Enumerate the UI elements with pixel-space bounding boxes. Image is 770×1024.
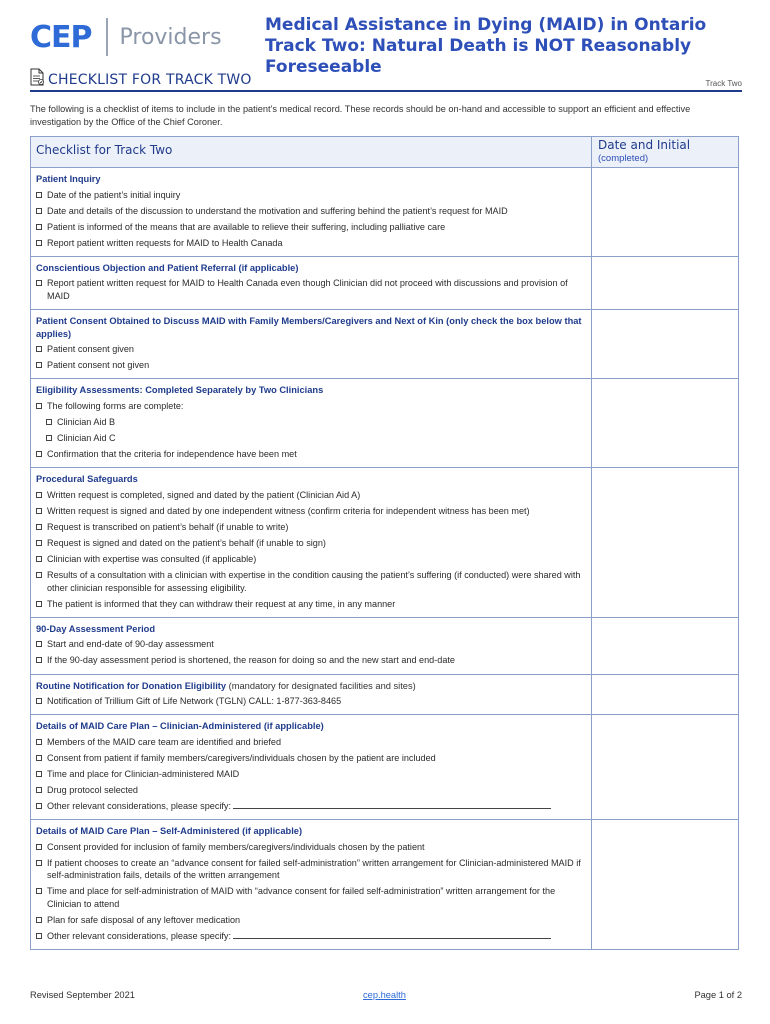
checkbox[interactable] xyxy=(36,771,42,777)
item-label: If patient chooses to create an “advance consent for failed self-administration” written arrangement for Clinician-administered MAID if self-administration fails, details of the written arrangement xyxy=(47,857,581,881)
revised-date: Revised September 2021 xyxy=(30,990,135,1000)
date-initial-cell[interactable] xyxy=(592,820,738,949)
checkbox[interactable] xyxy=(46,435,52,441)
item-label: Members of the MAID care team are identified and briefed xyxy=(47,736,282,747)
item-label: Other relevant considerations, please specify: xyxy=(47,931,231,942)
section-heading: Details of MAID Care Plan – Clinician-Administered (if applicable) xyxy=(36,721,324,732)
checkbox[interactable] xyxy=(36,572,42,578)
checklist-item[interactable] xyxy=(36,598,587,611)
checkbox[interactable] xyxy=(36,657,42,663)
date-initial-cell[interactable] xyxy=(592,379,738,468)
date-initial-label: Date and Initial xyxy=(598,138,691,152)
checklist-item[interactable] xyxy=(36,885,587,910)
checklist-item[interactable] xyxy=(36,205,587,218)
checkbox[interactable] xyxy=(36,803,42,809)
checklist-heading: CHECKLIST FOR TRACK TWO xyxy=(48,72,252,88)
checkbox[interactable] xyxy=(36,698,42,704)
checkbox[interactable] xyxy=(36,601,42,607)
checklist-item[interactable] xyxy=(36,695,587,708)
checklist-item[interactable] xyxy=(36,400,587,413)
checkbox[interactable] xyxy=(36,933,42,939)
checkbox[interactable] xyxy=(36,192,42,198)
section-heading-note: (mandatory for designated facilities and sites) xyxy=(226,680,416,691)
item-label: Time and place for Clinician-administered MAID xyxy=(47,768,240,779)
item-label: Date and details of the discussion to understand the motivation and suffering behind the patient’s request for MAID xyxy=(47,205,508,216)
item-label: Report patient written requests for MAID to Health Canada xyxy=(47,237,283,248)
column-header-checklist: Checklist for Track Two xyxy=(31,137,592,167)
section-heading: Patient Consent Obtained to Discuss MAID with Family Members/Caregivers and Next of Kin (only check the box below that applies) xyxy=(36,316,582,339)
checklist-item[interactable] xyxy=(36,343,587,356)
section-care-plan-self xyxy=(31,820,591,949)
checklist-item[interactable] xyxy=(36,857,587,882)
item-label: Report patient written request for MAID to Health Canada even though Clinician did not proceed with discussions and provision of MAID xyxy=(47,278,568,301)
item-label: Request is signed and dated on the patient’s behalf (if unable to sign) xyxy=(47,537,326,548)
checklist-item[interactable] xyxy=(36,914,587,927)
checklist-item[interactable] xyxy=(36,359,587,372)
checkbox[interactable] xyxy=(36,240,42,246)
checklist-item[interactable] xyxy=(36,784,587,797)
checklist-item[interactable] xyxy=(36,277,587,302)
section-procedural-safeguards xyxy=(31,468,591,618)
section-heading: Conscientious Objection and Patient Referral (if applicable) xyxy=(36,262,299,273)
checklist-item[interactable] xyxy=(36,553,587,566)
checkbox[interactable] xyxy=(36,844,42,850)
item-label: Patient consent given xyxy=(47,344,134,355)
checkbox[interactable] xyxy=(36,739,42,745)
page-header xyxy=(30,12,742,77)
checklist-item[interactable] xyxy=(36,841,587,854)
item-label: Start and end-date of 90-day assessment xyxy=(47,639,214,650)
date-initial-cell[interactable] xyxy=(592,618,738,675)
item-label: The patient is informed that they can withdraw their request at any time, in any manner xyxy=(47,598,396,609)
checklist-item[interactable] xyxy=(36,654,587,667)
item-label: Time and place for self-administration of MAID with “advance consent for failed self-administration” written arrangement for the Clinician to attend xyxy=(47,886,556,909)
checklist-item[interactable] xyxy=(36,448,587,461)
page-number: Page 1 of 2 xyxy=(694,990,742,1000)
date-initial-column xyxy=(592,168,738,949)
section-heading: Procedural Safeguards xyxy=(36,474,138,485)
date-initial-cell[interactable] xyxy=(592,468,738,618)
checklist-item[interactable] xyxy=(36,489,587,502)
checkbox[interactable] xyxy=(36,224,42,230)
checklist-item[interactable] xyxy=(36,736,587,749)
checkbox[interactable] xyxy=(36,451,42,457)
checklist-sections xyxy=(31,168,592,949)
item-label: Confirmation that the criteria for independence have been met xyxy=(47,449,297,460)
section-care-plan-clinician xyxy=(31,715,591,820)
cep-health-link[interactable]: cep.health xyxy=(363,990,406,1000)
item-label: Drug protocol selected xyxy=(47,784,138,795)
checkbox[interactable] xyxy=(36,917,42,923)
checkbox[interactable] xyxy=(36,362,42,368)
intro-paragraph: The following is a checklist of items to include in the patient’s medical record. These records should be on-hand and accessible to support an efficient and effective investigation by the Office of the Chief Coroner. xyxy=(30,104,691,127)
date-initial-cell[interactable] xyxy=(592,675,738,716)
item-label: Date of the patient’s initial inquiry xyxy=(47,189,181,200)
checklist-item[interactable] xyxy=(36,638,587,651)
logo-text: CEP xyxy=(30,19,92,55)
specify-line[interactable] xyxy=(233,801,551,809)
checklist-item[interactable] xyxy=(36,800,587,813)
checkbox[interactable] xyxy=(36,492,42,498)
specify-line[interactable] xyxy=(233,931,551,939)
checkbox[interactable] xyxy=(46,419,52,425)
item-label: Other relevant considerations, please specify: xyxy=(47,801,231,812)
checkbox[interactable] xyxy=(36,208,42,214)
section-conscientious-objection xyxy=(31,257,591,310)
item-label: Results of a consultation with a clinician with expertise in the condition causing the patient’s suffering (if conducted) were shared with other clinician responsible for assessing eligibility. xyxy=(47,570,581,593)
checkbox[interactable] xyxy=(36,755,42,761)
table-header xyxy=(31,137,738,168)
date-initial-cell[interactable] xyxy=(592,715,738,820)
item-label: Patient consent not given xyxy=(47,360,150,371)
section-eligibility-assessments xyxy=(31,379,591,468)
checkbox[interactable] xyxy=(36,403,42,409)
item-label: Clinician with expertise was consulted (if applicable) xyxy=(47,554,257,564)
checkbox[interactable] xyxy=(36,540,42,546)
checkbox[interactable] xyxy=(36,280,42,286)
item-label: The following forms are complete: xyxy=(47,400,184,411)
section-donation-notification xyxy=(31,675,591,716)
item-label: Consent provided for inclusion of family members/caregivers/individuals chosen by the patient xyxy=(47,841,425,852)
section-heading: 90-Day Assessment Period xyxy=(36,623,156,634)
item-label: Plan for safe disposal of any leftover medication xyxy=(47,915,241,926)
checkbox[interactable] xyxy=(36,508,42,514)
section-heading xyxy=(36,675,587,693)
item-label: Clinician Aid C xyxy=(57,432,116,443)
checklist-title-row xyxy=(30,68,742,92)
checklist-item[interactable] xyxy=(36,521,587,534)
date-initial-cell[interactable] xyxy=(592,168,738,257)
checklist-item[interactable] xyxy=(36,569,587,594)
document-title: Medical Assistance in Dying (MAID) in Ontario Track Two: Natural Death is NOT Reasonably Foreseeable xyxy=(265,15,707,77)
logo-divider xyxy=(106,18,108,56)
checklist-item[interactable] xyxy=(36,221,587,234)
section-heading: Patient Inquiry xyxy=(36,174,101,184)
section-heading: Eligibility Assessments: Completed Separately by Two Clinicians xyxy=(36,385,324,396)
item-label: Notification of Trillium Gift of Life Network (TGLN) CALL: 1-877-363-8465 xyxy=(47,696,342,707)
item-label: Patient is informed of the means that are available to relieve their suffering, including palliative care xyxy=(47,221,446,232)
item-label: Written request is completed, signed and dated by the patient (Clinician Aid A) xyxy=(47,489,361,500)
item-label: Request is transcribed on patient’s behalf (if unable to write) xyxy=(47,521,289,532)
checkbox[interactable] xyxy=(36,641,42,647)
document-checklist-icon xyxy=(30,68,45,86)
item-label: If the 90-day assessment period is shortened, the reason for doing so and the new start and end-date xyxy=(47,655,455,666)
section-90-day-assessment xyxy=(31,618,591,675)
checklist-item[interactable] xyxy=(36,505,587,518)
section-patient-inquiry xyxy=(31,168,591,257)
checkbox[interactable] xyxy=(36,787,42,793)
checkbox[interactable] xyxy=(36,860,42,866)
date-initial-cell[interactable] xyxy=(592,257,738,310)
track-label: Track Two xyxy=(705,79,742,88)
checklist-subitem[interactable] xyxy=(46,432,587,445)
page-footer xyxy=(30,990,742,1004)
checkbox[interactable] xyxy=(36,524,42,530)
item-label: Written request is signed and dated by one independent witness (confirm criteria for independent witness has been met) xyxy=(47,505,530,516)
checklist-item[interactable] xyxy=(36,537,587,550)
checklist-item[interactable] xyxy=(36,768,587,781)
checklist-item[interactable] xyxy=(36,752,587,765)
column-header-date xyxy=(592,137,738,167)
checklist-item[interactable] xyxy=(36,237,587,250)
logo-subtitle: Providers xyxy=(119,24,222,50)
item-label: Clinician Aid B xyxy=(57,416,116,427)
completed-label: (completed) xyxy=(598,153,649,164)
checklist-subitem[interactable] xyxy=(46,416,587,429)
section-heading: Details of MAID Care Plan – Self-Administered (if applicable) xyxy=(36,826,303,837)
checklist-item[interactable] xyxy=(36,930,587,943)
checkbox[interactable] xyxy=(36,346,42,352)
section-patient-consent xyxy=(31,310,591,379)
item-label: Consent from patient if family members/caregivers/individuals chosen by the patient are included xyxy=(47,752,436,763)
date-initial-cell[interactable] xyxy=(592,310,738,379)
checklist-table xyxy=(30,136,739,950)
checkbox[interactable] xyxy=(36,888,42,894)
cep-logo xyxy=(30,16,222,58)
checkbox[interactable] xyxy=(36,556,42,562)
section-heading-text: Routine Notification for Donation Eligibility xyxy=(36,680,227,691)
checklist-item[interactable] xyxy=(36,189,587,202)
